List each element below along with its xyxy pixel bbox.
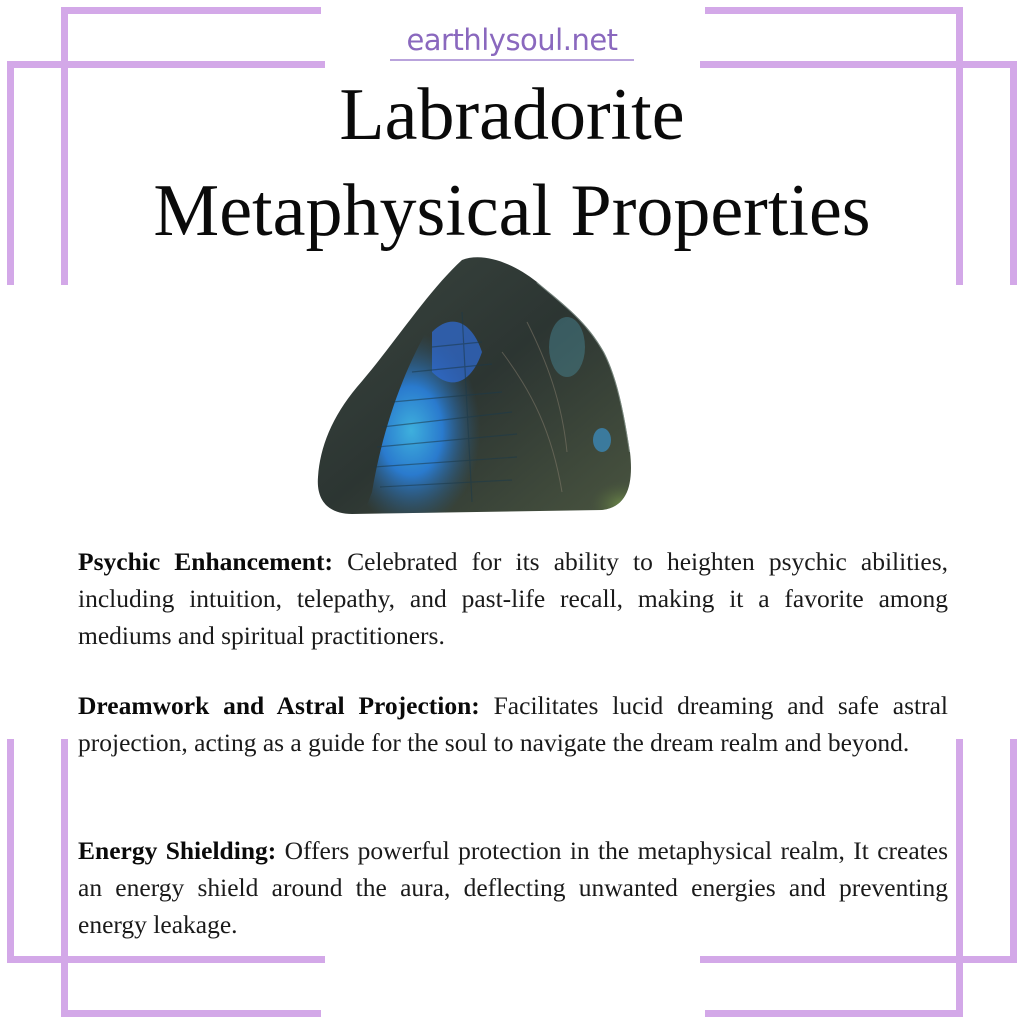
frame-line-bottom-right-outer-v bbox=[956, 739, 963, 1017]
frame-line-bottom-right-outer-h bbox=[705, 1010, 963, 1017]
frame-line-bottom-left-inner-h bbox=[7, 956, 325, 963]
property-dreamwork-astral-projection bbox=[78, 687, 948, 761]
frame-line-bottom-left-outer-v bbox=[61, 739, 68, 1017]
property-description: Facilitates lucid dreaming and safe astral projection, acting as a guide for the soul to navigate the dream realm and beyond. bbox=[78, 691, 948, 757]
labradorite-stone-image bbox=[312, 252, 636, 518]
site-logo[interactable] bbox=[388, 22, 636, 62]
property-psychic-enhancement bbox=[78, 543, 948, 654]
frame-line-top-right-inner-h bbox=[700, 61, 1017, 68]
frame-line-top-right-outer-h bbox=[705, 7, 963, 14]
page-title-line-1: Labradorite bbox=[339, 74, 685, 156]
frame-line-bottom-left-outer-h bbox=[61, 1010, 321, 1017]
frame-line-bottom-right-inner-h bbox=[700, 956, 1017, 963]
property-energy-shielding bbox=[78, 832, 948, 943]
property-heading: Psychic Enhancement: bbox=[78, 547, 333, 576]
property-heading: Dreamwork and Astral Projection: bbox=[78, 691, 480, 720]
frame-line-top-left-inner-h bbox=[7, 61, 325, 68]
page-title-line-2: Metaphysical Properties bbox=[153, 170, 871, 252]
frame-line-bottom-left-inner-v bbox=[7, 739, 14, 963]
property-heading: Energy Shielding: bbox=[78, 836, 277, 865]
logo-underline bbox=[390, 59, 634, 61]
frame-line-bottom-right-inner-v bbox=[1010, 739, 1017, 963]
property-description: Offers powerful protection in the metaphysical realm, It creates an energy shield around the aura, deflecting unwanted energies and preventing energy leakage. bbox=[78, 836, 948, 939]
property-description: Celebrated for its ability to heighten psychic abilities, including intuition, telepathy, and past-life recall, making it a favorite among mediums and spiritual practitioners. bbox=[78, 547, 948, 650]
logo-text: earthlysoul.net bbox=[406, 23, 618, 57]
frame-line-top-left-outer-h bbox=[61, 7, 321, 14]
